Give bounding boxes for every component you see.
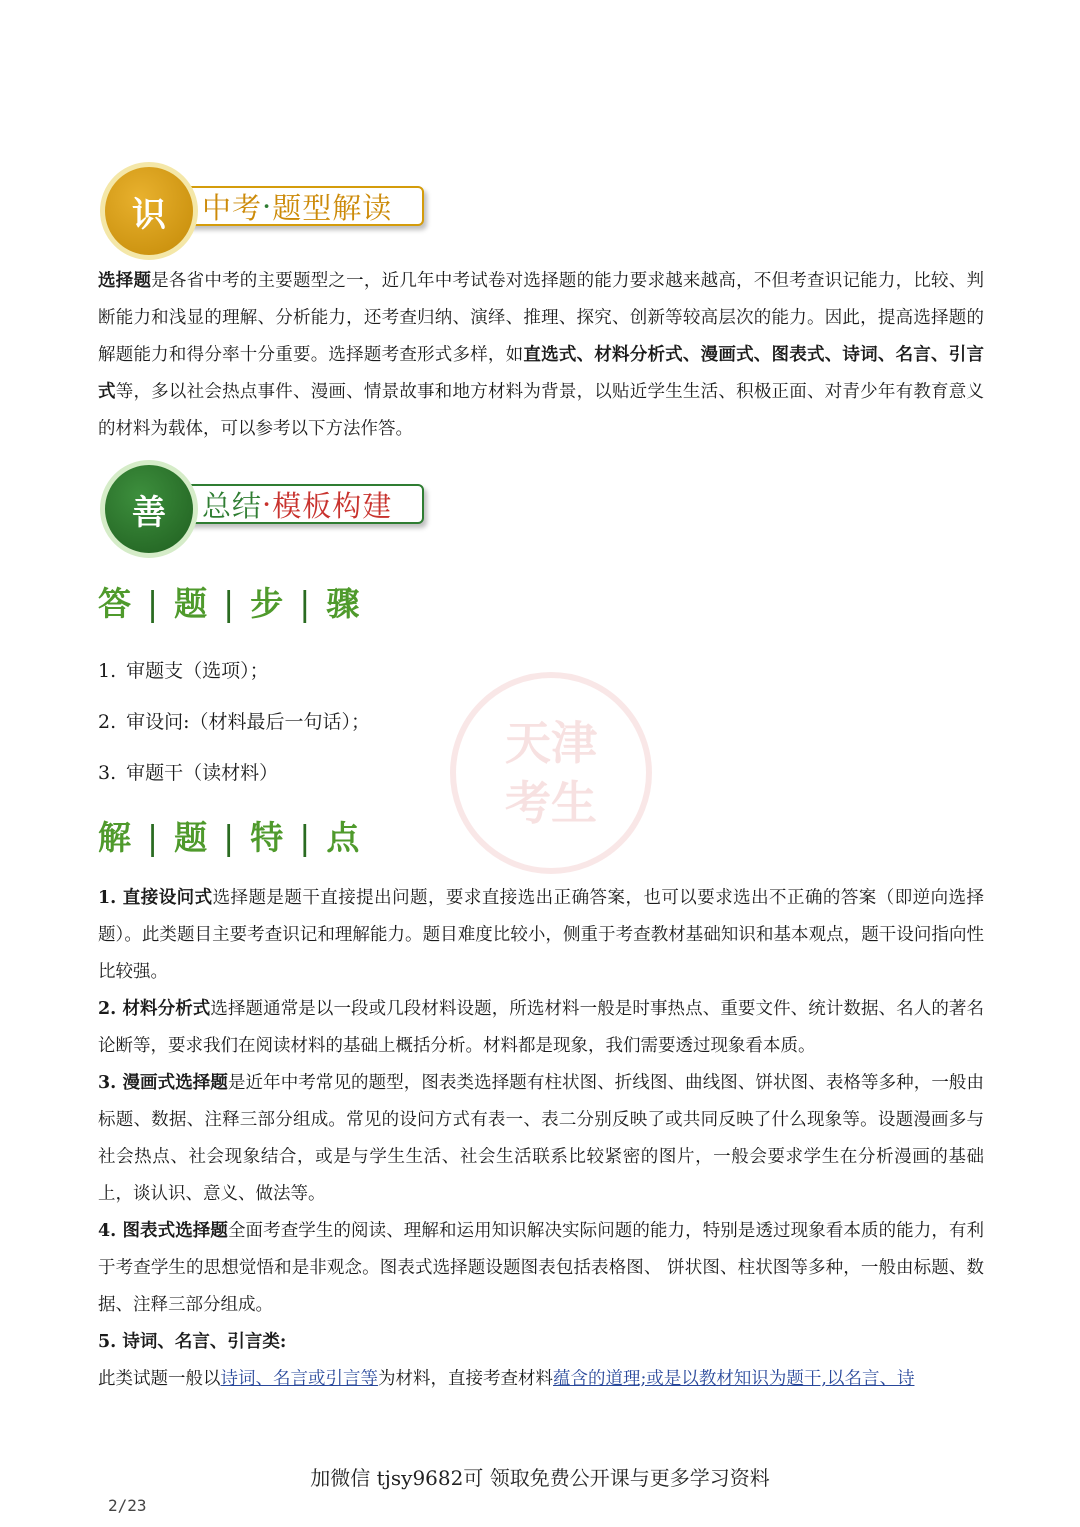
- feature-item: [98, 1213, 984, 1324]
- heading-char: 特: [250, 818, 286, 857]
- heading-separator: |: [147, 818, 161, 857]
- seal-line: 考生: [505, 776, 597, 830]
- heading-char: 题: [174, 818, 210, 857]
- heading-separator: |: [147, 584, 161, 623]
- feature-last-line: [98, 1361, 984, 1398]
- seal-line: 天津: [505, 716, 597, 770]
- badge-title: [162, 186, 424, 226]
- step-detail: （选项）；: [183, 660, 269, 682]
- text-segment: 为材料，直接考查材料: [378, 1369, 553, 1389]
- heading-separator: |: [223, 818, 237, 857]
- badge-title-left: 总结: [202, 488, 263, 523]
- step-detail: （读材料）: [183, 762, 279, 784]
- intro-text-2: 等，多以社会热点事件、漫画、情景故事和地方材料为背景，以贴近学生生活、积极正面、对青少年有教育意义的材料为载体，可以参考以下方法作答。: [98, 382, 985, 439]
- feature-title: 5. 诗词、名言、引言类:: [98, 1332, 287, 1352]
- intro-bold-1: 选择题: [98, 271, 152, 291]
- step-item: [98, 758, 278, 785]
- step-detail: （材料最后一句话）；: [189, 711, 371, 733]
- step-number: 2.: [98, 711, 117, 733]
- feature-text: 选择题是题干直接提出问题，要求直接选出正确答案，也可以要求选出不正确的答案（即逆向选择题）。此类题目主要考查识记和理解能力。题目难度比较小，侧重于考查教材基础知识和基本观点，题干设问指向性比较强。: [98, 888, 984, 982]
- page-number: 2/23: [108, 1496, 147, 1515]
- text-segment: 此类试题一般以: [98, 1369, 221, 1389]
- feature-item: [98, 1324, 984, 1361]
- feature-title: 1. 直接设问式: [98, 888, 213, 908]
- intro-paragraph: [98, 263, 984, 448]
- feature-text: 选择题通常是以一段或几段材料设题，所选材料一般是时事热点、重要文件、统计数据、名人的著名论断等，要求我们在阅读材料的基础上概括分析。材料都是现象，我们需要透过现象看本质。: [98, 999, 984, 1056]
- section-badge-template: [100, 460, 430, 550]
- features-heading: [98, 812, 361, 859]
- steps-heading: [98, 578, 361, 625]
- feature-title: 2. 材料分析式: [98, 999, 211, 1019]
- feature-text: 是近年中考常见的题型，图表类选择题有柱状图、折线图、曲线图、饼状图、表格等多种，一般由标题、数据、注释三部分组成。常见的设问方式有表一、表二分别反映了或共同反映了什么现象等。设题漫画多与社会热点、社会现象结合，或是与学生生活、社会生活联系比较紧密的图片，一般会要求学生在分析漫画的基础上，谈认识、意义、做法等。: [98, 1073, 984, 1204]
- section-badge-exam-interpretation: [100, 162, 430, 252]
- badge-title-right: 题型解读: [272, 190, 393, 225]
- step-item: [98, 656, 269, 683]
- feature-item: [98, 880, 984, 991]
- badge-title: [162, 484, 424, 524]
- feature-item: [98, 1065, 984, 1213]
- feature-item: [98, 991, 984, 1065]
- badge-circle: 善: [100, 460, 198, 558]
- watermark-seal: [450, 672, 652, 874]
- footer-promo: 加微信 tjsy9682可 领取免费公开课与更多学习资料: [310, 1466, 770, 1490]
- step-label: 审设问:: [126, 711, 190, 733]
- badge-dot: ·: [262, 487, 273, 521]
- step-label: 审题支: [126, 660, 184, 682]
- heading-char: 点: [326, 818, 362, 857]
- badge-dot: ·: [262, 189, 273, 223]
- badge-title-left: 中考: [202, 190, 263, 225]
- step-label: 审题干: [126, 762, 184, 784]
- badge-circle: 识: [100, 162, 198, 260]
- heading-char: 题: [174, 584, 210, 623]
- heading-char: 步: [250, 584, 286, 623]
- feature-text: 全面考查学生的阅读、理解和运用知识解决实际问题的能力，特别是透过现象看本质的能力，有利于考查学生的思想觉悟和是非观念。图表式选择题设题图表包括表格图、 饼状图、柱状图等多种，一般由标题、数据、注释三部分组成。: [98, 1221, 984, 1315]
- heading-char: 骤: [326, 584, 362, 623]
- features-list: [98, 880, 984, 1398]
- intro-bold-2: 直选式、材料分析式、漫画式、图表式、诗词、名言、引言式: [98, 345, 985, 402]
- step-item: [98, 707, 370, 734]
- badge-title-right: 模板构建: [272, 488, 393, 523]
- step-number: 3.: [98, 762, 117, 784]
- underlined-link[interactable]: 诗词、名言或引言等: [220, 1369, 378, 1389]
- heading-separator: |: [299, 584, 313, 623]
- step-number: 1.: [98, 660, 117, 682]
- heading-char: 解: [98, 818, 133, 857]
- heading-char: 答: [98, 584, 133, 623]
- intro-text-1: 是各省中考的主要题型之一，近几年中考试卷对选择题的能力要求越来越高，不但考查识记能力，比较、判断能力和浅显的理解、分析能力，还考查归纳、演绎、推理、探究、创新等较高层次的能力。因此，提高选择题的解题能力和得分率十分重要。选择题考查形式多样，如: [98, 271, 985, 365]
- feature-title: 4. 图表式选择题: [98, 1221, 228, 1241]
- heading-separator: |: [299, 818, 313, 857]
- feature-title: 3. 漫画式选择题: [98, 1073, 228, 1093]
- underlined-link[interactable]: 蕴含的道理;或是以教材知识为题干,以名言、诗: [553, 1369, 915, 1389]
- heading-separator: |: [223, 584, 237, 623]
